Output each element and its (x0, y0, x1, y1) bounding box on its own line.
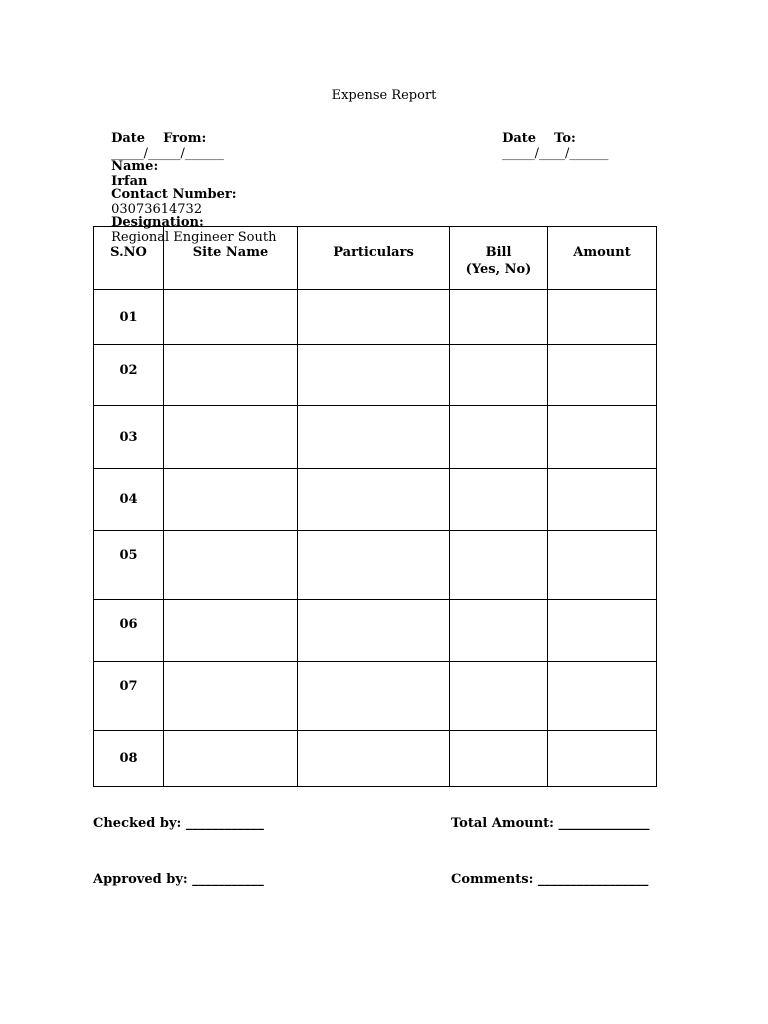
contact-value: 03073614732 (111, 202, 203, 217)
checked-by-line: Checked by: ____________ (93, 816, 264, 831)
header-site-name: Site Name (164, 227, 298, 290)
header-amount: Amount (548, 227, 657, 290)
cell-amount[interactable] (548, 531, 657, 600)
name-label: Name: (111, 159, 159, 174)
date-from-label: Date From: (111, 131, 207, 146)
header-bill-options: (Yes, No) (465, 262, 532, 277)
table-row (94, 469, 657, 531)
expense-table (93, 226, 657, 787)
cell-bill[interactable] (450, 531, 548, 600)
date-to-label: Date To: (502, 131, 576, 146)
row-sno: 02 (94, 345, 164, 406)
cell-bill[interactable] (450, 469, 548, 531)
page-title: Expense Report (331, 88, 437, 103)
approved-by-line: Approved by: ___________ (93, 872, 264, 887)
cell-particulars[interactable] (298, 531, 450, 600)
cell-amount[interactable] (548, 662, 657, 731)
cell-amount[interactable] (548, 345, 657, 406)
date-to-line (484, 116, 608, 176)
cell-amount[interactable] (548, 469, 657, 531)
table-row (94, 406, 657, 469)
table-row (94, 345, 657, 406)
row-sno: 05 (94, 531, 164, 600)
cell-site-name[interactable] (164, 406, 298, 469)
designation-value: Regional Engineer South (111, 230, 277, 245)
cell-bill[interactable] (450, 731, 548, 787)
name-value: Irfan (111, 174, 148, 189)
row-sno: 04 (94, 469, 164, 531)
table-row (94, 600, 657, 662)
date-to-value: _____/____/______ (502, 146, 609, 161)
cell-site-name[interactable] (164, 290, 298, 345)
cell-bill[interactable] (450, 662, 548, 731)
cell-amount[interactable] (548, 406, 657, 469)
cell-particulars[interactable] (298, 345, 450, 406)
cell-site-name[interactable] (164, 731, 298, 787)
cell-site-name[interactable] (164, 469, 298, 531)
cell-site-name[interactable] (164, 345, 298, 406)
cell-particulars[interactable] (298, 469, 450, 531)
row-sno: 06 (94, 600, 164, 662)
cell-bill[interactable] (450, 406, 548, 469)
cell-particulars[interactable] (298, 662, 450, 731)
cell-particulars[interactable] (298, 290, 450, 345)
cell-site-name[interactable] (164, 531, 298, 600)
table-row (94, 290, 657, 345)
row-sno: 01 (94, 290, 164, 345)
cell-bill[interactable] (450, 600, 548, 662)
cell-amount[interactable] (548, 731, 657, 787)
cell-amount[interactable] (548, 600, 657, 662)
table-row (94, 531, 657, 600)
comments-line: Comments: _________________ (451, 872, 649, 887)
cell-bill[interactable] (450, 345, 548, 406)
cell-particulars[interactable] (298, 600, 450, 662)
date-from-value: _____/_____/______ (111, 146, 224, 161)
table-row (94, 662, 657, 731)
header-sno: S.NO (94, 227, 164, 290)
header-bill-label: Bill (485, 245, 512, 260)
header-bill (450, 227, 548, 290)
table-header-row (94, 227, 657, 290)
cell-site-name[interactable] (164, 600, 298, 662)
cell-amount[interactable] (548, 290, 657, 345)
table-row (94, 731, 657, 787)
total-amount-line: Total Amount: ______________ (451, 816, 650, 831)
cell-site-name[interactable] (164, 662, 298, 731)
contact-label: Contact Number: (111, 187, 237, 202)
cell-particulars[interactable] (298, 406, 450, 469)
designation-label: Designation: (111, 215, 204, 230)
cell-bill[interactable] (450, 290, 548, 345)
cell-particulars[interactable] (298, 731, 450, 787)
header-particulars: Particulars (298, 227, 450, 290)
row-sno: 07 (94, 662, 164, 731)
row-sno: 03 (94, 406, 164, 469)
row-sno: 08 (94, 731, 164, 787)
